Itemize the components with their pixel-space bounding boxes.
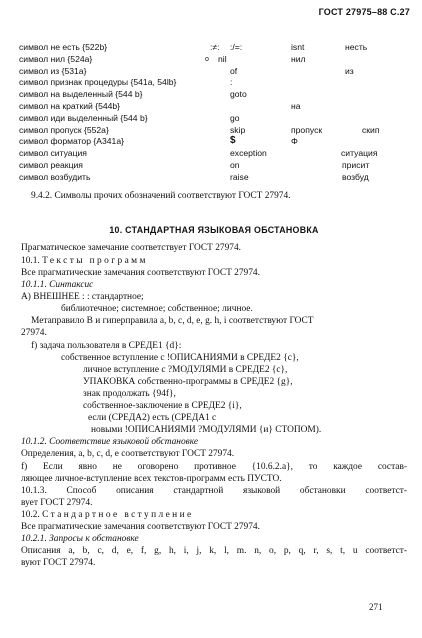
symbol-name: символ реакция [19, 159, 83, 170]
symbol-row [19, 125, 419, 137]
rule-line: личное вступление с ?МОДУЛЯМИ в СРЕДЕ2 {c}, [83, 365, 288, 375]
symbol-representation-rus: из [345, 65, 354, 76]
symbol-representation-alt: на [291, 100, 301, 111]
page-number: 271 [369, 602, 383, 612]
symbol-name: символ из {531a} [19, 65, 87, 76]
subsection-heading: 10.1.1. Синтаксис [21, 280, 94, 290]
paragraph: 9.4.2. Символы прочих обозначений соответствуют ГОСТ 27974. [31, 191, 291, 201]
subsection-title: Стандартное вступление [42, 510, 194, 520]
symbol-variant: о [205, 55, 209, 63]
symbol-name: символ пропуск {552a} [19, 124, 109, 135]
symbol-representation: exception [230, 148, 267, 159]
symbol-representation: goto [230, 89, 247, 100]
rule-line: если (СРЕДА2) есть (СРЕДА1 с [88, 413, 217, 423]
symbol-row [19, 148, 419, 160]
symbol-row [19, 172, 419, 184]
symbol-representation-rus: возбуд [342, 171, 369, 182]
symbol-representation-rus: присит [342, 159, 370, 170]
symbol-name: символ ситуация [19, 148, 87, 159]
paragraph: ляющее личное-вступление всех текстов-программ есть ПУСТО. [21, 474, 282, 484]
rule-line: новыми !ОПИСАНИЯМИ ?МОДУЛЯМИ {и} СТОПОМ). [91, 425, 322, 435]
symbol-row [19, 54, 419, 66]
symbol-name: символ возбудить [19, 171, 91, 182]
paragraph: Определения, а, b, c, d, e соответствуют ГОСТ 27974. [21, 449, 235, 459]
symbol-row [19, 42, 419, 54]
subsection-heading: 10.1.2. Соответствие языковой обстановке [21, 437, 199, 447]
subsection-heading: 10.2.1. Запросы к обстановке [21, 534, 139, 544]
symbol-representation: raise [230, 171, 249, 182]
running-header: ГОСТ 27975–88 С.27 [318, 7, 410, 17]
symbol-representation: : [230, 77, 233, 88]
subsection-number: 10.1. [21, 256, 40, 266]
symbol-representation: :/=: [230, 42, 243, 52]
symbol-row [19, 101, 419, 113]
rule-line: УПАКОВКА собственно-программы в СРЕДЕ2 {g}, [83, 377, 293, 387]
symbol-representation-rus: ситуация [341, 148, 378, 159]
symbol-representation-alt: Φ [291, 136, 298, 147]
rule-line: А) ВНЕШНЕЕ : : стандартное; [21, 292, 144, 302]
subsection-heading [21, 256, 148, 268]
symbol-representation-rus: скип [362, 124, 380, 135]
rule-line: собственное вступление с !ОПИСАНИЯМИ в СРЕДЕ2 {c}, [61, 353, 299, 363]
symbol-row [19, 66, 419, 78]
symbol-row [19, 77, 419, 89]
symbol-representation: $ [230, 135, 236, 147]
subsection-title: Тексты программ [42, 256, 148, 266]
symbol-table [19, 42, 419, 184]
symbol-representation-alt: нил [291, 53, 306, 64]
symbol-row [19, 113, 419, 125]
paragraph: 27974. [21, 328, 47, 338]
symbol-name: символ признак процедуры {541a, 54lb} [19, 77, 177, 88]
subsection-number: 10.2. [21, 510, 40, 520]
symbol-name: символ форматор {A341a} [19, 136, 124, 147]
paragraph: вуют ГОСТ 27974. [21, 558, 96, 568]
rule-line: f) задача пользователя в СРЕДЕ1 {d}: [31, 341, 182, 351]
symbol-representation: on [230, 159, 240, 170]
paragraph: вует ГОСТ 27974. [21, 498, 93, 508]
paragraph: Все прагматические замечания соответствуют ГОСТ 27974. [21, 268, 260, 278]
paragraph: Все прагматические замечания соответствуют ГОСТ 27974. [21, 522, 260, 532]
symbol-representation: go [230, 112, 240, 123]
symbol-row [19, 160, 419, 172]
rule-line: знак продолжать {94f}, [83, 389, 176, 399]
symbol-representation: skip [230, 124, 246, 135]
symbol-name: символ нил {524a} [19, 53, 93, 64]
symbol-representation-alt: пропуск [291, 124, 323, 135]
section-heading: 10. СТАНДАРТНАЯ ЯЗЫКОВАЯ ОБСТАНОВКА [109, 225, 319, 235]
symbol-row [19, 89, 419, 101]
symbol-name: символ на краткий {544b} [19, 100, 121, 111]
paragraph: Прагматическое замечание соответствует ГОСТ 27974. [21, 243, 241, 253]
paragraph: f) Если явно не оговорено противное {10.6.2.a}, то каждое состав- [21, 462, 407, 472]
rule-line: библиотечное; системное; собственное; личное. [61, 304, 253, 314]
paragraph: Метаправило В и гиперправила а, b, c, d, e, g. h, i соответствуют ГОСТ [31, 316, 314, 326]
subsection-heading [21, 510, 194, 522]
symbol-name: символ на выделенный {544 b} [19, 89, 143, 100]
symbol-name: символ иди выделенный {544 b} [19, 112, 148, 123]
paragraph: Описания а, b, c, d, e, f, g, h, i, j, k, l, m. n, o, p, q, r, s, t, u соответст- [21, 546, 407, 556]
symbol-name: символ не есть {522b} [19, 42, 108, 52]
paragraph: 10.1.3. Способ описания стандартной языковой обстановки соответст- [21, 486, 407, 496]
rule-line: собственное-заключение в СРЕДЕ2 {i}, [83, 401, 242, 411]
symbol-representation: of [230, 65, 238, 76]
symbol-variant: :≠: [210, 42, 220, 52]
symbol-representation-alt: isnt [291, 42, 305, 52]
symbol-representation-rus: несть [345, 42, 368, 52]
symbol-row [19, 136, 419, 148]
symbol-representation: nil [218, 53, 227, 64]
